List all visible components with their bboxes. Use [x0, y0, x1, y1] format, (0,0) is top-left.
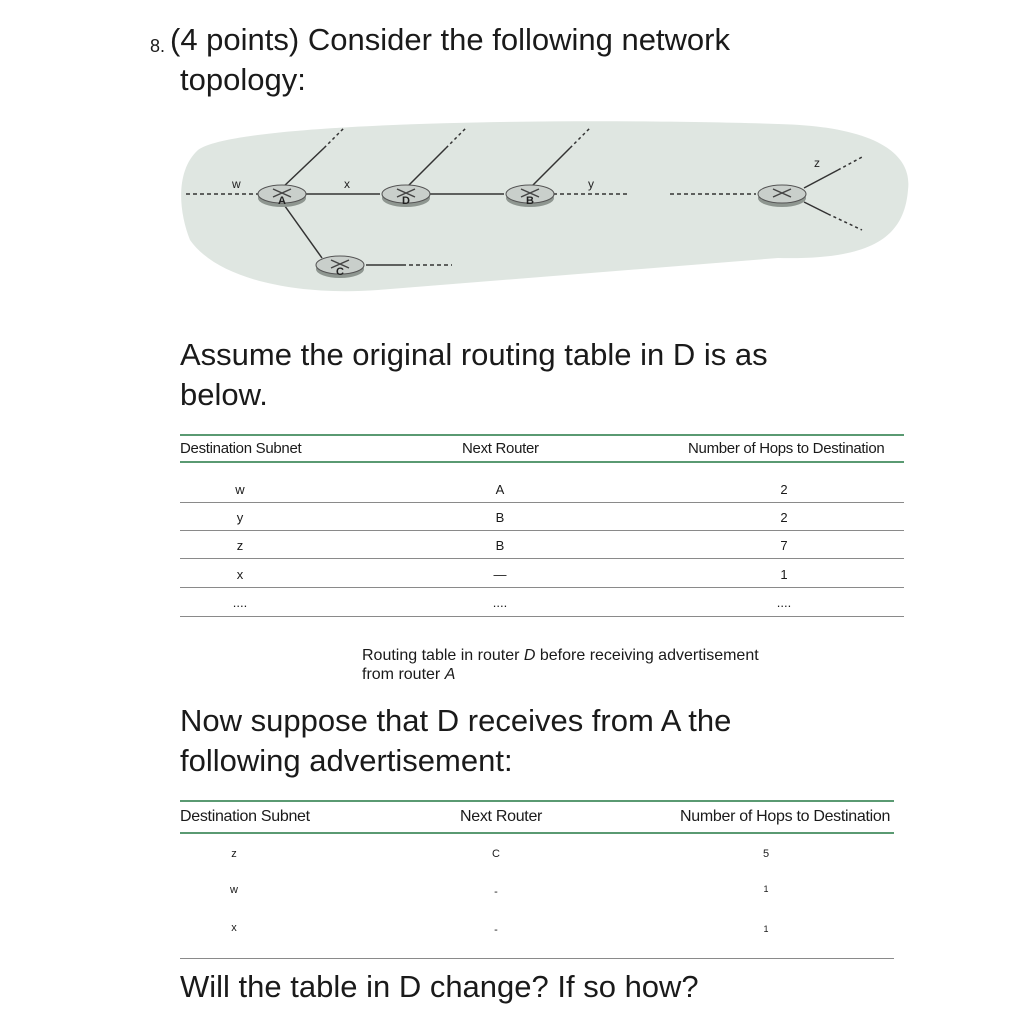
caption-router-2: A — [444, 666, 456, 683]
intro-1-line-2: below. — [180, 377, 268, 412]
table2-cell: - — [494, 886, 498, 898]
subnet-w-label: w — [232, 177, 241, 191]
router-d-label: D — [402, 195, 410, 207]
table1-cell: .... — [232, 595, 248, 610]
router-b — [506, 185, 554, 207]
table1-cell: .... — [776, 595, 792, 610]
table2-cell: x — [231, 922, 237, 934]
table2-header-next-router: Next Router — [460, 808, 543, 825]
table1-caption — [362, 646, 902, 684]
intro-2-line-1: Now suppose that D receives from A the — [180, 703, 732, 738]
intro-paragraph-1 — [180, 335, 880, 415]
table1-cell: B — [495, 538, 505, 553]
router-a — [258, 185, 306, 207]
table1-cell: 7 — [780, 538, 788, 553]
table2-header-destination: Destination Subnet — [180, 808, 310, 825]
router-b-label: B — [526, 195, 534, 207]
table2-cell: - — [494, 924, 498, 936]
question-number: 8. — [150, 36, 166, 56]
question-line-2: topology: — [180, 62, 306, 97]
table1-cell: 2 — [780, 482, 788, 497]
table1-cell: z — [236, 538, 244, 553]
router-a-label: A — [278, 195, 286, 207]
router-c — [316, 256, 364, 278]
table2-header-hops: Number of Hops to Destination — [680, 808, 891, 825]
subnet-x-label: x — [344, 177, 350, 191]
caption-text-3: from router — [362, 666, 445, 683]
table1-cell: x — [236, 567, 244, 582]
network-topology-diagram — [178, 110, 918, 310]
table1-cell: A — [495, 482, 505, 497]
table1-cell: — — [493, 567, 507, 582]
intro-2-line-2: following advertisement: — [180, 743, 513, 778]
caption-text-1: Routing table in router — [362, 647, 524, 664]
router-e — [758, 185, 806, 207]
final-question: Will the table in D change? If so how? — [180, 969, 699, 1004]
router-c-label: C — [336, 266, 344, 278]
question-text — [170, 20, 810, 100]
caption-router-1: D — [523, 647, 536, 664]
intro-1-line-1: Assume the original routing table in D is as — [180, 337, 768, 372]
advertisement-table — [180, 798, 894, 962]
table1-header-hops: Number of Hops to Destination — [688, 440, 885, 457]
table2-cell: C — [492, 848, 500, 860]
table1-cell: .... — [492, 595, 508, 610]
table1-cell: 1 — [780, 567, 788, 582]
table1-header-next-router: Next Router — [462, 440, 539, 457]
routing-table-original — [180, 432, 904, 622]
subnet-y-label: y — [588, 177, 594, 191]
table2-cell: 5 — [762, 848, 770, 860]
table2-cell: w — [230, 884, 238, 896]
subnet-z-label: z — [814, 156, 820, 170]
router-d — [382, 185, 430, 207]
table1-cell: 2 — [780, 510, 788, 525]
table1-cell: B — [495, 510, 505, 525]
table1-header-destination: Destination Subnet — [180, 440, 302, 457]
table2-cell: z — [231, 848, 237, 860]
question-line-1: (4 points) Consider the following network — [170, 22, 730, 57]
caption-text-2: before receiving advertisement — [535, 647, 759, 664]
table1-cell: w — [235, 482, 245, 497]
intro-paragraph-2 — [180, 701, 880, 781]
table2-cell: 1 — [763, 924, 769, 934]
table1-cell: y — [236, 510, 244, 525]
table2-cell: 1 — [763, 884, 769, 894]
